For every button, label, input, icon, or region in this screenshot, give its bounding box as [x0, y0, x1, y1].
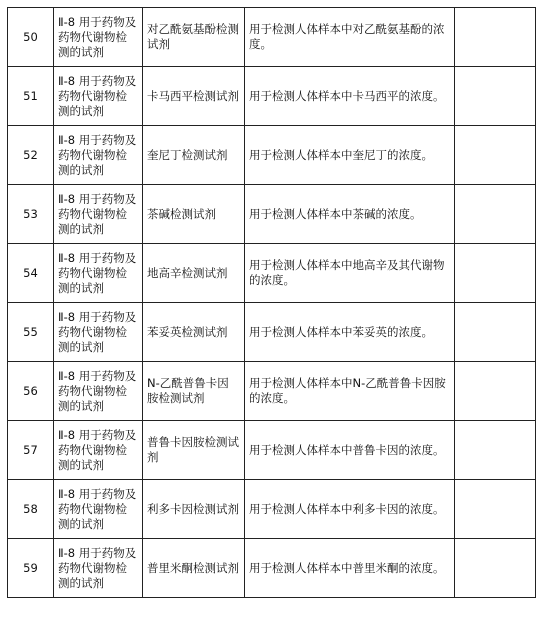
- reagent-name-cell: N-乙酰普鲁卡因胺检测试剂: [143, 362, 245, 421]
- category-cell: Ⅱ-8 用于药物及药物代谢物检测的试剂: [54, 362, 143, 421]
- row-number: 56: [8, 362, 54, 421]
- table-row: [8, 303, 536, 362]
- reagent-name-cell: 卡马西平检测试剂: [143, 67, 245, 126]
- intended-use-cell: 用于检测人体样本中苯妥英的浓度。: [245, 303, 455, 362]
- category-cell: Ⅱ-8 用于药物及药物代谢物检测的试剂: [54, 303, 143, 362]
- intended-use-cell: 用于检测人体样本中奎尼丁的浓度。: [245, 126, 455, 185]
- table-row: [8, 421, 536, 480]
- row-number: 52: [8, 126, 54, 185]
- row-number: 53: [8, 185, 54, 244]
- category-cell: Ⅱ-8 用于药物及药物代谢物检测的试剂: [54, 126, 143, 185]
- empty-cell: [455, 8, 536, 67]
- table-row: [8, 480, 536, 539]
- row-number: 57: [8, 421, 54, 480]
- reagent-name-cell: 对乙酰氨基酚检测试剂: [143, 8, 245, 67]
- category-cell: Ⅱ-8 用于药物及药物代谢物检测的试剂: [54, 185, 143, 244]
- category-cell: Ⅱ-8 用于药物及药物代谢物检测的试剂: [54, 480, 143, 539]
- intended-use-cell: 用于检测人体样本中普里米酮的浓度。: [245, 539, 455, 598]
- table-row: [8, 244, 536, 303]
- intended-use-cell: 用于检测人体样本中普鲁卡因的浓度。: [245, 421, 455, 480]
- row-number: 51: [8, 67, 54, 126]
- intended-use-cell: 用于检测人体样本中N-乙酰普鲁卡因胺的浓度。: [245, 362, 455, 421]
- empty-cell: [455, 539, 536, 598]
- reagent-name-cell: 普鲁卡因胺检测试剂: [143, 421, 245, 480]
- table-row: [8, 539, 536, 598]
- empty-cell: [455, 303, 536, 362]
- table-row: [8, 185, 536, 244]
- empty-cell: [455, 185, 536, 244]
- empty-cell: [455, 244, 536, 303]
- intended-use-cell: 用于检测人体样本中对乙酰氨基酚的浓度。: [245, 8, 455, 67]
- reagent-name-cell: 利多卡因检测试剂: [143, 480, 245, 539]
- row-number: 50: [8, 8, 54, 67]
- empty-cell: [455, 67, 536, 126]
- table-row: [8, 67, 536, 126]
- reagent-name-cell: 普里米酮检测试剂: [143, 539, 245, 598]
- table-row: [8, 126, 536, 185]
- empty-cell: [455, 126, 536, 185]
- reagent-name-cell: 地高辛检测试剂: [143, 244, 245, 303]
- reagent-table-body: [8, 8, 536, 598]
- row-number: 58: [8, 480, 54, 539]
- table-row: [8, 362, 536, 421]
- category-cell: Ⅱ-8 用于药物及药物代谢物检测的试剂: [54, 8, 143, 67]
- empty-cell: [455, 421, 536, 480]
- reagent-name-cell: 奎尼丁检测试剂: [143, 126, 245, 185]
- intended-use-cell: 用于检测人体样本中茶碱的浓度。: [245, 185, 455, 244]
- category-cell: Ⅱ-8 用于药物及药物代谢物检测的试剂: [54, 244, 143, 303]
- reagent-name-cell: 茶碱检测试剂: [143, 185, 245, 244]
- empty-cell: [455, 480, 536, 539]
- reagent-table: [7, 7, 536, 598]
- table-row: [8, 8, 536, 67]
- category-cell: Ⅱ-8 用于药物及药物代谢物检测的试剂: [54, 539, 143, 598]
- row-number: 59: [8, 539, 54, 598]
- row-number: 55: [8, 303, 54, 362]
- intended-use-cell: 用于检测人体样本中地高辛及其代谢物的浓度。: [245, 244, 455, 303]
- empty-cell: [455, 362, 536, 421]
- category-cell: Ⅱ-8 用于药物及药物代谢物检测的试剂: [54, 421, 143, 480]
- reagent-name-cell: 苯妥英检测试剂: [143, 303, 245, 362]
- intended-use-cell: 用于检测人体样本中利多卡因的浓度。: [245, 480, 455, 539]
- category-cell: Ⅱ-8 用于药物及药物代谢物检测的试剂: [54, 67, 143, 126]
- row-number: 54: [8, 244, 54, 303]
- intended-use-cell: 用于检测人体样本中卡马西平的浓度。: [245, 67, 455, 126]
